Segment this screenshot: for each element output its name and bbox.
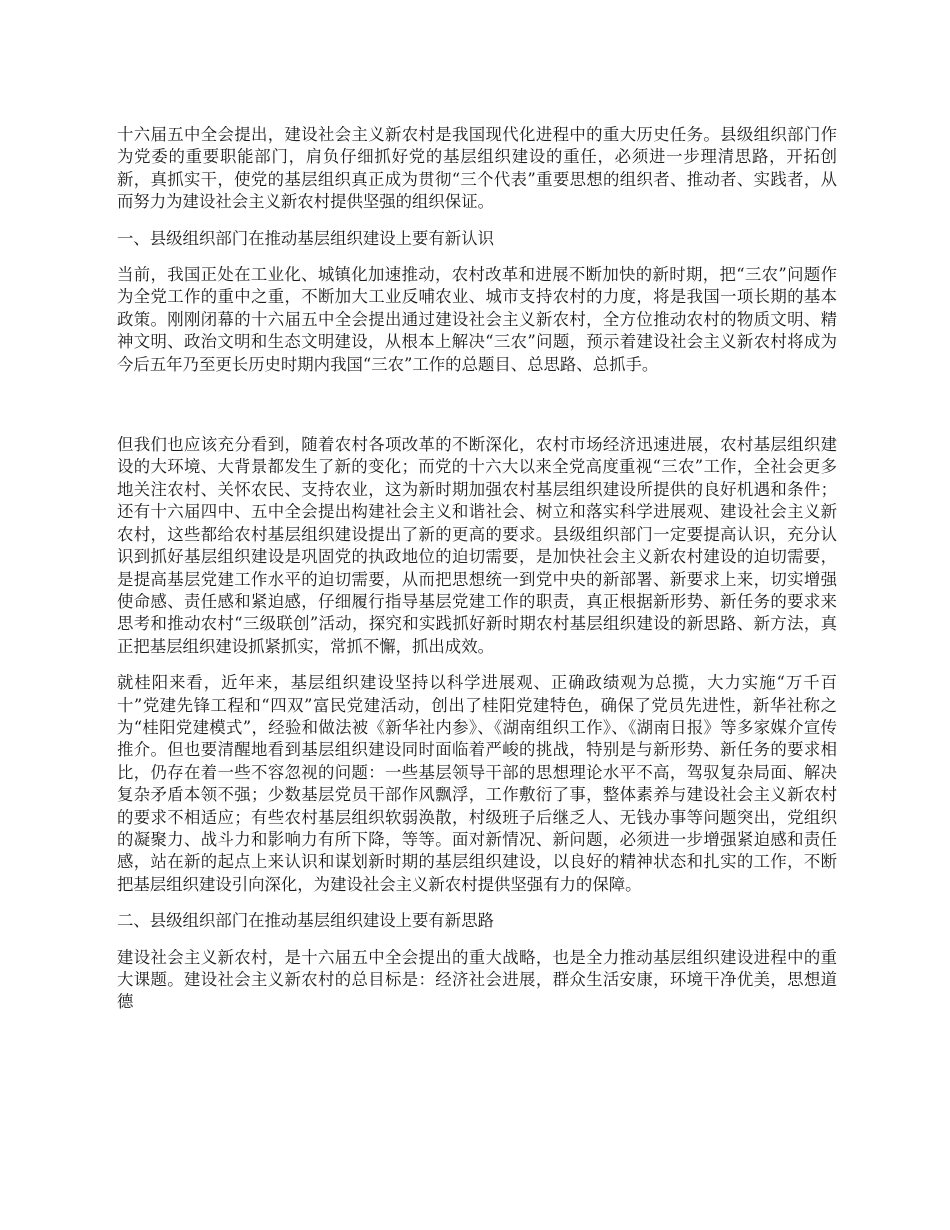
section-heading-2: 二、县级组织部门在推动基层组织建设上要有新思路 [117, 911, 494, 931]
paragraph-new-changes: 但我们也应该充分看到，随着农村各项改革的不断深化，农村市场经济迅速进展，农村基层组织建设的大环境、大背景都发生了新的变化；而党的十六大以来全党高度重视“三农”工作，全社会更多地关注农村、关怀农民、支持农业，这为新时期加强农村基层组织建设所提供的良好机遇和条件；还有十六届四中、五中全会提出构建社会主义和谐社会、树立和落实科学进展观、建设社会主义新农村，这些都给农村基层组织建设提出了新的更高的要求。县级组织部门一定要提高认识，充分认识到抓好基层组织建设是巩固党的执政地位的迫切需要，是加快社会主义新农村建设的迫切需要，是提高基层党建工作水平的迫切需要，从而把思想统一到党中央的新部署、新要求上来，切实增强使命感、责任感和紧迫感，仔细履行指导基层党建工作的职责，真正根据新形势、新任务的要求来思考和推动农村“三级联创”活动，探究和实践抓好新时期农村基层组织建设的新思路、新方法，真正把基层组织建设抓紧抓实，常抓不懈，抓出成效。 [117, 435, 837, 656]
paragraph-guiyang: 就桂阳来看，近年来，基层组织建设坚持以科学进展观、正确政绩观为总揽，大力实施“万千百十”党建先锋工程和“四双”富民党建活动，创出了桂阳党建特色，确保了党员先进性，新华社称之为“桂阳党建模式”，经验和做法被《新华社内参》、《湖南组织工作》、《湖南日报》等多家媒介宣传推介。但也要清醒地看到基层组织建设同时面临着严峻的挑战，特别是与新形势、新任务的要求相比，仍存在着一些不容忽视的问题：一些基层领导干部的思想理论水平不高，驾驭复杂局面、解决复杂矛盾本领不强；少数基层党员干部作风飘浮，工作敷衍了事，整体素养与建设社会主义新农村的要求不相适应；有些农村基层组织软弱涣散，村级班子后继乏人、无钱办事等问题突出，党组织的凝聚力、战斗力和影响力有所下降，等等。面对新情况、新问题，必须进一步增强紧迫感和责任感，站在新的起点上来认识和谋划新时期的基层组织建设，以良好的精神状态和扎实的工作，不断把基层组织建设引向深化，为建设社会主义新农村提供坚强有力的保障。 [117, 673, 837, 894]
section-heading-1: 一、县级组织部门在推动基层组织建设上要有新认识 [117, 228, 494, 248]
paragraph-new-countryside: 建设社会主义新农村，是十六届五中全会提出的重大战略，也是全力推动基层组织建设进程中的重大课题。建设社会主义新农村的总目标是：经济社会进展，群众生活安康，环境干净优美，思想道德 [117, 947, 837, 1012]
intro-paragraph: 十六届五中全会提出，建设社会主义新农村是我国现代化进程中的重大历史任务。县级组织部门作为党委的重要职能部门，肩负仔细抓好党的基层组织建设的重任，必须进一步理清思路，开拓创新，真抓实干，使党的基层组织真正成为贯彻“三个代表”重要思想的组织者、推动者、实践者，从而努力为建设社会主义新农村提供坚强的组织保证。 [117, 125, 837, 212]
paragraph-current-situation: 当前，我国正处在工业化、城镇化加速推动，农村改革和进展不断加快的新时期，把“三农”问题作为全党工作的重中之重，不断加大工业反哺农业、城市支持农村的力度，将是我国一项长期的基本政策。刚刚闭幕的十六届五中全会提出通过建设社会主义新农村，全方位推动农村的物质文明、精神文明、政治文明和生态文明建设，从根本上解决“三农”问题，预示着建设社会主义新农村将成为今后五年乃至更长历史时期内我国“三农”工作的总题目、总思路、总抓手。 [117, 265, 837, 374]
document-body [117, 124, 837, 1028]
